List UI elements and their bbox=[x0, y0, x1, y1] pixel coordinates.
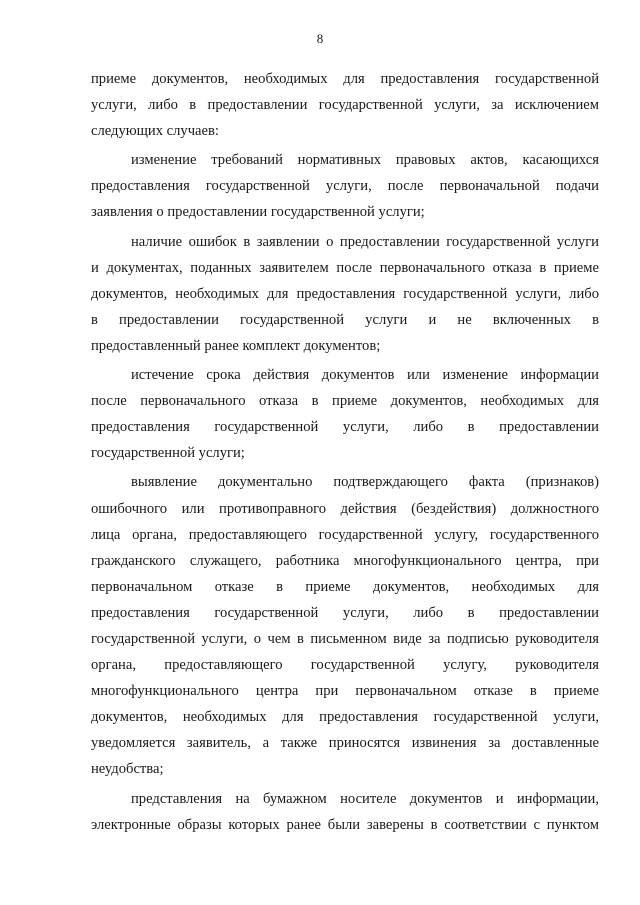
text-line: предоставленный ранее комплект документов; bbox=[91, 337, 381, 354]
text-line: неудобства; bbox=[91, 761, 164, 778]
text-line: государственной услуги, о чем в письменном виде за подписью руководителя bbox=[91, 630, 599, 647]
text-line: выявление документально подтверждающего факта (признаков) bbox=[131, 474, 599, 491]
text-line: гражданского служащего, работника многофункционального центра, при bbox=[91, 552, 599, 569]
text-line: наличие ошибок в заявлении о предоставлении государственной услуги bbox=[131, 233, 599, 250]
document-body bbox=[91, 66, 599, 841]
text-line: после первоначального отказа в приеме документов, необходимых для bbox=[91, 393, 599, 410]
text-line: следующих случаев: bbox=[91, 123, 219, 140]
text-line: предоставления государственной услуги, после первоначальной подачи bbox=[91, 178, 599, 195]
text-line: и документах, поданных заявителем после первоначального отказа в приеме bbox=[91, 259, 599, 276]
text-line: документов, необходимых для предоставления государственной услуги, bbox=[91, 709, 599, 726]
paragraph bbox=[91, 147, 599, 225]
text-line: документов, необходимых для предоставления государственной услуги, либо bbox=[91, 285, 599, 302]
text-line: истечение срока действия документов или изменение информации bbox=[131, 367, 599, 384]
text-line: органа, предоставляющего государственной услугу, руководителя bbox=[91, 657, 599, 674]
text-line: многофункционального центра при первоначальном отказе в приеме bbox=[91, 683, 599, 700]
text-line: в предоставлении государственной услуги и не включенных в bbox=[91, 311, 599, 328]
text-line: электронные образы которых ранее были заверены в соответствии с пунктом bbox=[91, 816, 599, 833]
text-line: предоставления государственной услуги, либо в предоставлении bbox=[91, 604, 599, 621]
text-line: изменение требований нормативных правовых актов, касающихся bbox=[131, 152, 599, 169]
paragraph-continuation bbox=[91, 66, 599, 144]
text-line: услуги, либо в предоставлении государственной услуги, за исключением bbox=[91, 97, 599, 114]
page-number: 8 bbox=[316, 31, 324, 46]
paragraph bbox=[91, 786, 599, 838]
text-line: представления на бумажном носителе документов и информации, bbox=[131, 790, 599, 807]
text-line: государственной услуги; bbox=[91, 445, 245, 462]
text-line: приеме документов, необходимых для предоставления государственной bbox=[91, 71, 599, 87]
text-line: первоначальном отказе в приеме документов, необходимых для bbox=[91, 578, 599, 595]
text-line: ошибочного или противоправного действия (бездействия) должностного bbox=[91, 500, 599, 517]
paragraph bbox=[91, 362, 599, 466]
text-line: заявления о предоставлении государственной услуги; bbox=[91, 204, 425, 221]
paragraph bbox=[91, 229, 599, 359]
text-line: уведомляется заявитель, а также приносятся извинения за доставленные bbox=[91, 735, 599, 752]
text-line: предоставления государственной услуги, либо в предоставлении bbox=[91, 419, 599, 436]
text-line: лица органа, предоставляющего государственной услугу, государственного bbox=[91, 526, 599, 543]
paragraph bbox=[91, 469, 599, 782]
